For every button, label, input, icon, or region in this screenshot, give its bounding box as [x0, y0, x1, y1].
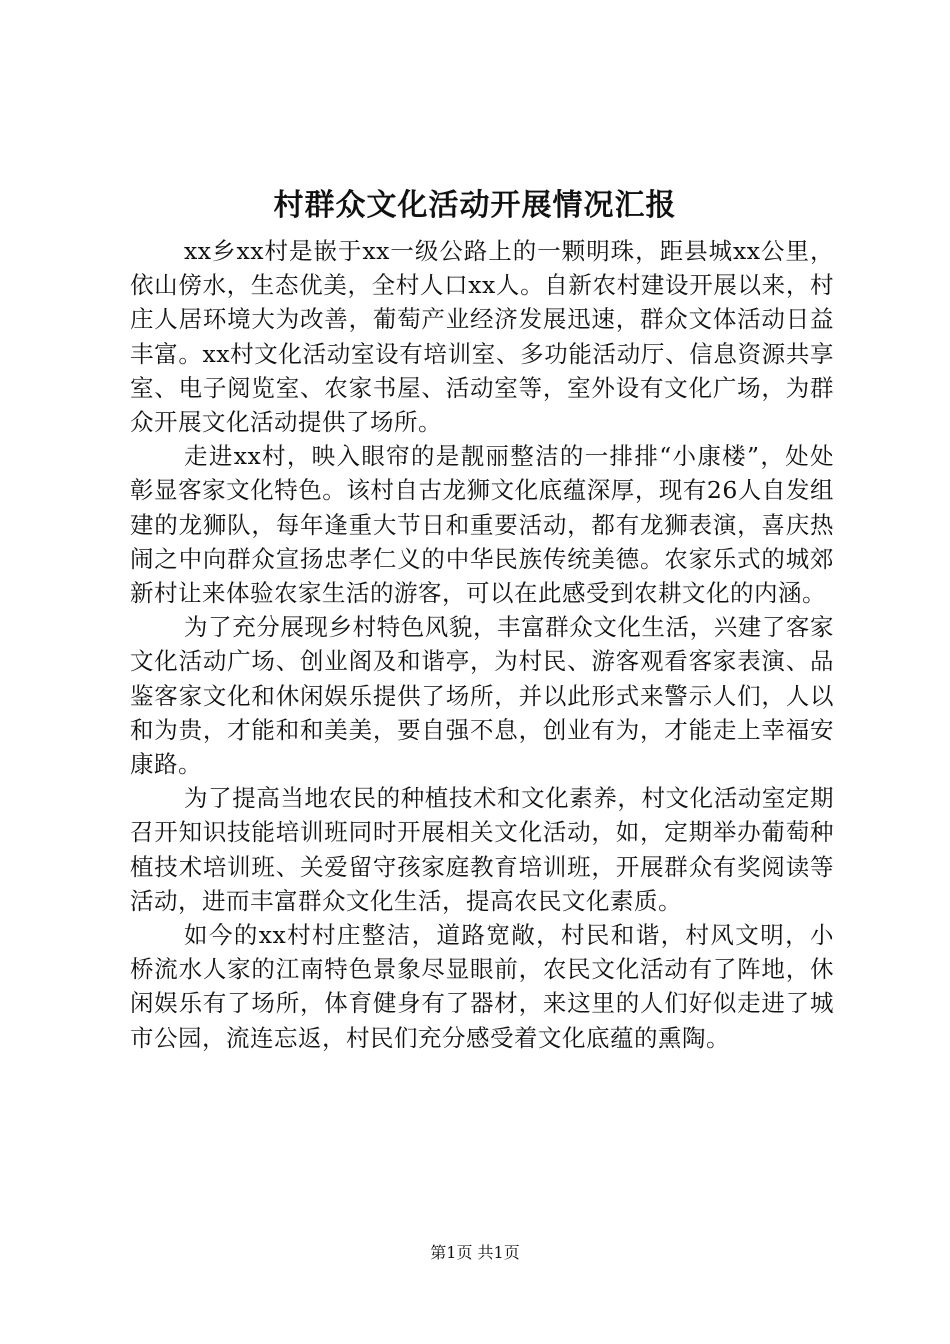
paragraph-3: 为了充分展现乡村特色风貌，丰富群众文化生活，兴建了客家文化活动广场、创业阁及和谐亭，为村民、游客观看客家表演、品鉴客家文化和休闲娱乐提供了场所，并以此形式来警示人们，人以和为贵，才能和和美美，要自强不息，创业有为，才能走上幸福安康路。 — [130, 613, 834, 779]
document-body — [130, 234, 834, 1055]
page-number-footer: 第1页 共1页 — [430, 1243, 520, 1262]
document-title: 村群众文化活动开展情况汇报 — [273, 188, 677, 223]
paragraph-5: 如今的xx村村庄整洁，道路宽敞，村民和谐，村风文明，小桥流水人家的江南特色景象尽显眼前，农民文化活动有了阵地，休闲娱乐有了场所，体育健身有了器材，来这里的人们好似走进了城市公园，流连忘返，村民们充分感受着文化底蕴的熏陶。 — [130, 921, 834, 1052]
paragraph-1: xx乡xx村是嵌于xx一级公路上的一颗明珠，距县城xx公里，依山傍水，生态优美，全村人口xx人。自新农村建设开展以来，村庄人居环境大为改善，葡萄产业经济发展迅速，群众文体活动日益丰富。xx村文化活动室设有培训室、多功能活动厅、信息资源共享室、电子阅览室、农家书屋、活动室等，室外设有文化广场，为群众开展文化活动提供了场所。 — [130, 237, 834, 437]
paragraph-2: 走进xx村，映入眼帘的是靓丽整洁的一排排“小康楼”，处处彰显客家文化特色。该村自古龙狮文化底蕴深厚，现有26人自发组建的龙狮队，每年逢重大节日和重要活动，都有龙狮表演，喜庆热闹之中向群众宣扬忠孝仁义的中华民族传统美德。农家乐式的城郊新村让来体验农家生活的游客，可以在此感受到农耕文化的内涵。 — [130, 442, 834, 608]
paragraph-4: 为了提高当地农民的种植技术和文化素养，村文化活动室定期召开知识技能培训班同时开展相关文化活动，如，定期举办葡萄种植技术培训班、关爱留守孩家庭教育培训班，开展群众有奖阅读等活动，进而丰富群众文化生活，提高农民文化素质。 — [130, 784, 834, 915]
